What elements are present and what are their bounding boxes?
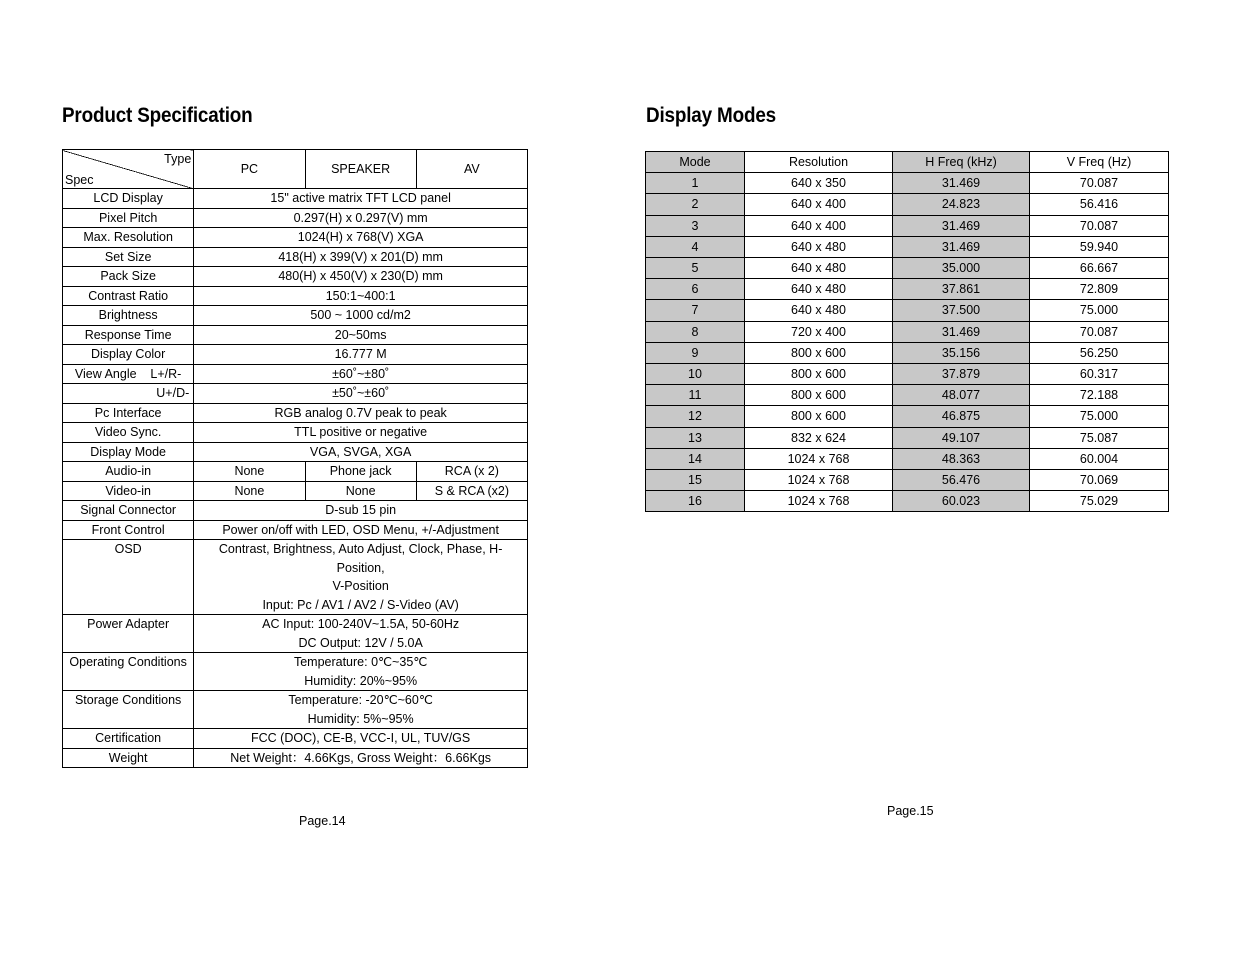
spec-value: 480(H) x 450(V) x 230(D) mm — [194, 267, 528, 287]
spec-row-response — [63, 325, 528, 345]
table-row — [646, 385, 1169, 406]
hfreq-cell: 49.107 — [893, 427, 1030, 448]
spec-row-power — [63, 615, 528, 653]
spec-value-speaker: Phone jack — [305, 462, 416, 482]
spec-label: Weight — [63, 748, 194, 768]
hfreq-cell: 48.363 — [893, 448, 1030, 469]
spec-value-av: S & RCA (x2) — [416, 481, 527, 501]
osd-line-3: Input: Pc / AV1 / AV2 / S-Video (AV) — [262, 597, 459, 612]
vfreq-cell: 70.069 — [1030, 470, 1169, 491]
spec-label: Pixel Pitch — [63, 208, 194, 228]
spec-value — [194, 540, 528, 615]
table-row — [646, 406, 1169, 427]
mode-cell: 16 — [646, 491, 745, 512]
mode-cell: 3 — [646, 215, 745, 236]
vfreq-cell: 66.667 — [1030, 258, 1169, 279]
spec-label: Video-in — [63, 481, 194, 501]
page-number-right: Page.15 — [887, 804, 934, 818]
spec-page-title: Product Specification — [62, 104, 253, 127]
vfreq-cell: 59.940 — [1030, 236, 1169, 257]
vfreq-cell: 75.087 — [1030, 427, 1169, 448]
spec-label: Audio-in — [63, 462, 194, 482]
spec-label: Display Color — [63, 345, 194, 365]
resolution-cell: 1024 x 768 — [745, 491, 893, 512]
spec-label: OSD — [63, 540, 194, 615]
spec-row-video — [63, 481, 528, 501]
spec-row-certification — [63, 729, 528, 749]
mode-cell: 2 — [646, 194, 745, 215]
spec-row-video-sync — [63, 423, 528, 443]
hfreq-cell: 24.823 — [893, 194, 1030, 215]
spec-value-av: RCA (x 2) — [416, 462, 527, 482]
header-resolution: Resolution — [745, 152, 893, 173]
spec-row-angle-lr — [63, 364, 528, 384]
spec-label: Contrast Ratio — [63, 286, 194, 306]
table-row — [646, 448, 1169, 469]
power-line-2: DC Output: 12V / 5.0A — [298, 635, 423, 650]
table-row — [646, 258, 1169, 279]
vfreq-cell: 70.087 — [1030, 321, 1169, 342]
spec-label: Brightness — [63, 306, 194, 326]
table-row — [646, 427, 1169, 448]
hfreq-cell: 37.879 — [893, 364, 1030, 385]
spec-value: 150:1~400:1 — [194, 286, 528, 306]
mode-cell: 6 — [646, 279, 745, 300]
table-row — [646, 364, 1169, 385]
table-row — [646, 279, 1169, 300]
spec-row-contrast — [63, 286, 528, 306]
table-row — [646, 321, 1169, 342]
spec-label: Certification — [63, 729, 194, 749]
header-hfreq: H Freq (kHz) — [893, 152, 1030, 173]
spec-value-pc: None — [194, 481, 305, 501]
hfreq-cell: 37.861 — [893, 279, 1030, 300]
mode-cell: 10 — [646, 364, 745, 385]
resolution-cell: 800 x 600 — [745, 385, 893, 406]
spec-label: LCD Display — [63, 189, 194, 209]
vfreq-cell: 72.809 — [1030, 279, 1169, 300]
modes-body — [646, 173, 1169, 512]
spec-row-lcd — [63, 189, 528, 209]
spec-value: TTL positive or negative — [194, 423, 528, 443]
vfreq-cell: 72.188 — [1030, 385, 1169, 406]
corner-spec-label: Spec — [65, 173, 94, 187]
spec-value: D-sub 15 pin — [194, 501, 528, 521]
spec-row-setsize — [63, 247, 528, 267]
spec-value: RGB analog 0.7V peak to peak — [194, 403, 528, 423]
table-row — [646, 470, 1169, 491]
spec-row-storage — [63, 691, 528, 729]
operating-line-1: Temperature: 0℃~35℃ — [293, 655, 428, 669]
spec-row-pitch — [63, 208, 528, 228]
spec-label: Set Size — [63, 247, 194, 267]
mode-cell: 7 — [646, 300, 745, 321]
spec-label: Operating Conditions — [63, 653, 194, 691]
col-header-pc: PC — [194, 150, 305, 189]
header-vfreq: V Freq (Hz) — [1030, 152, 1169, 173]
spec-row-display-mode — [63, 442, 528, 462]
vfreq-cell: 70.087 — [1030, 173, 1169, 194]
mode-cell: 13 — [646, 427, 745, 448]
spec-label: Max. Resolution — [63, 228, 194, 248]
vfreq-cell: 75.000 — [1030, 406, 1169, 427]
resolution-cell: 720 x 400 — [745, 321, 893, 342]
col-header-av: AV — [416, 150, 527, 189]
spec-row-brightness — [63, 306, 528, 326]
mode-cell: 12 — [646, 406, 745, 427]
spec-value: 15" active matrix TFT LCD panel — [194, 189, 528, 209]
power-line-1: AC Input: 100-240V~1.5A, 50-60Hz — [262, 617, 460, 631]
spec-label: Storage Conditions — [63, 691, 194, 729]
spec-label: U+/D- — [63, 384, 194, 404]
resolution-cell: 800 x 600 — [745, 342, 893, 363]
osd-line-1: Contrast, Brightness, Auto Adjust, Clock, Phase, H-Position, — [218, 542, 503, 575]
spec-value — [194, 615, 528, 653]
resolution-cell: 640 x 350 — [745, 173, 893, 194]
hfreq-cell: 31.469 — [893, 321, 1030, 342]
resolution-cell: 640 x 480 — [745, 258, 893, 279]
table-row — [646, 300, 1169, 321]
vfreq-cell: 75.000 — [1030, 300, 1169, 321]
vfreq-cell: 60.004 — [1030, 448, 1169, 469]
resolution-cell: 640 x 480 — [745, 279, 893, 300]
spec-label: Signal Connector — [63, 501, 194, 521]
spec-label: Pack Size — [63, 267, 194, 287]
mode-cell: 4 — [646, 236, 745, 257]
mode-cell: 14 — [646, 448, 745, 469]
hfreq-cell: 31.469 — [893, 173, 1030, 194]
mode-cell: 1 — [646, 173, 745, 194]
spec-value-pc: None — [194, 462, 305, 482]
osd-line-2: V-Position — [332, 579, 389, 593]
operating-line-2: Humidity: 20%~95% — [304, 673, 418, 688]
spec-row-weight — [63, 748, 528, 768]
spec-value: 1024(H) x 768(V) XGA — [194, 228, 528, 248]
header-mode: Mode — [646, 152, 745, 173]
vfreq-cell: 75.029 — [1030, 491, 1169, 512]
spec-row-pc-interface — [63, 403, 528, 423]
mode-cell: 8 — [646, 321, 745, 342]
spec-label: Front Control — [63, 520, 194, 540]
modes-page-title: Display Modes — [646, 104, 777, 127]
table-row — [646, 491, 1169, 512]
spec-label: Video Sync. — [63, 423, 194, 443]
resolution-cell: 640 x 480 — [745, 236, 893, 257]
spec-value — [194, 691, 528, 729]
vfreq-cell: 70.087 — [1030, 215, 1169, 236]
hfreq-cell: 56.476 — [893, 470, 1030, 491]
resolution-cell: 800 x 600 — [745, 406, 893, 427]
resolution-cell: 640 x 400 — [745, 215, 893, 236]
spec-row-front-control — [63, 520, 528, 540]
hfreq-cell: 60.023 — [893, 491, 1030, 512]
hfreq-cell: 37.500 — [893, 300, 1030, 321]
page-number-left: Page.14 — [299, 814, 346, 828]
spec-value: FCC (DOC), CE-B, VCC-I, UL, TUV/GS — [194, 729, 528, 749]
resolution-cell: 640 x 480 — [745, 300, 893, 321]
spec-value: ±60˚~±80˚ — [194, 364, 528, 384]
spec-row-audio — [63, 462, 528, 482]
table-row — [646, 215, 1169, 236]
table-row — [646, 194, 1169, 215]
spec-value: Net Weight：4.66Kgs, Gross Weight：6.66Kgs — [194, 748, 528, 768]
spec-row-angle-ud — [63, 384, 528, 404]
spec-label: Response Time — [63, 325, 194, 345]
spec-row-operating — [63, 653, 528, 691]
spec-value: 0.297(H) x 0.297(V) mm — [194, 208, 528, 228]
table-row — [646, 342, 1169, 363]
mode-cell: 5 — [646, 258, 745, 279]
spec-row-osd — [63, 540, 528, 615]
spec-value: 20~50ms — [194, 325, 528, 345]
storage-line-1: Temperature: -20℃~60℃ — [288, 693, 433, 707]
resolution-cell: 800 x 600 — [745, 364, 893, 385]
display-modes-table — [645, 151, 1169, 512]
vfreq-cell: 60.317 — [1030, 364, 1169, 385]
spec-value — [194, 653, 528, 691]
spec-row-maxres — [63, 228, 528, 248]
spec-value: 500 ~ 1000 cd/m2 — [194, 306, 528, 326]
spec-label: Power Adapter — [63, 615, 194, 653]
spec-corner-cell — [63, 150, 194, 189]
table-row — [646, 236, 1169, 257]
spec-label: View Angle L+/R- — [63, 364, 194, 384]
spec-row-signal — [63, 501, 528, 521]
vfreq-cell: 56.416 — [1030, 194, 1169, 215]
spec-row-packsize — [63, 267, 528, 287]
mode-cell: 9 — [646, 342, 745, 363]
spec-value-speaker: None — [305, 481, 416, 501]
hfreq-cell: 31.469 — [893, 215, 1030, 236]
resolution-cell: 832 x 624 — [745, 427, 893, 448]
spec-header-row — [63, 150, 528, 189]
spec-value: Power on/off with LED, OSD Menu, +/-Adjustment — [194, 520, 528, 540]
col-header-speaker: SPEAKER — [305, 150, 416, 189]
spec-value: VGA, SVGA, XGA — [194, 442, 528, 462]
spec-value: ±50˚~±60˚ — [194, 384, 528, 404]
mode-cell: 15 — [646, 470, 745, 491]
hfreq-cell: 31.469 — [893, 236, 1030, 257]
spec-value: 418(H) x 399(V) x 201(D) mm — [194, 247, 528, 267]
resolution-cell: 640 x 400 — [745, 194, 893, 215]
hfreq-cell: 35.156 — [893, 342, 1030, 363]
spec-label: Pc Interface — [63, 403, 194, 423]
hfreq-cell: 48.077 — [893, 385, 1030, 406]
spec-row-color — [63, 345, 528, 365]
resolution-cell: 1024 x 768 — [745, 470, 893, 491]
mode-cell: 11 — [646, 385, 745, 406]
hfreq-cell: 46.875 — [893, 406, 1030, 427]
spec-label: Display Mode — [63, 442, 194, 462]
modes-header-row — [646, 152, 1169, 173]
hfreq-cell: 35.000 — [893, 258, 1030, 279]
corner-type-label: Type — [164, 152, 192, 166]
spec-value: 16.777 M — [194, 345, 528, 365]
product-spec-table — [62, 149, 528, 768]
storage-line-2: Humidity: 5%~95% — [307, 711, 414, 726]
table-row — [646, 173, 1169, 194]
vfreq-cell: 56.250 — [1030, 342, 1169, 363]
resolution-cell: 1024 x 768 — [745, 448, 893, 469]
